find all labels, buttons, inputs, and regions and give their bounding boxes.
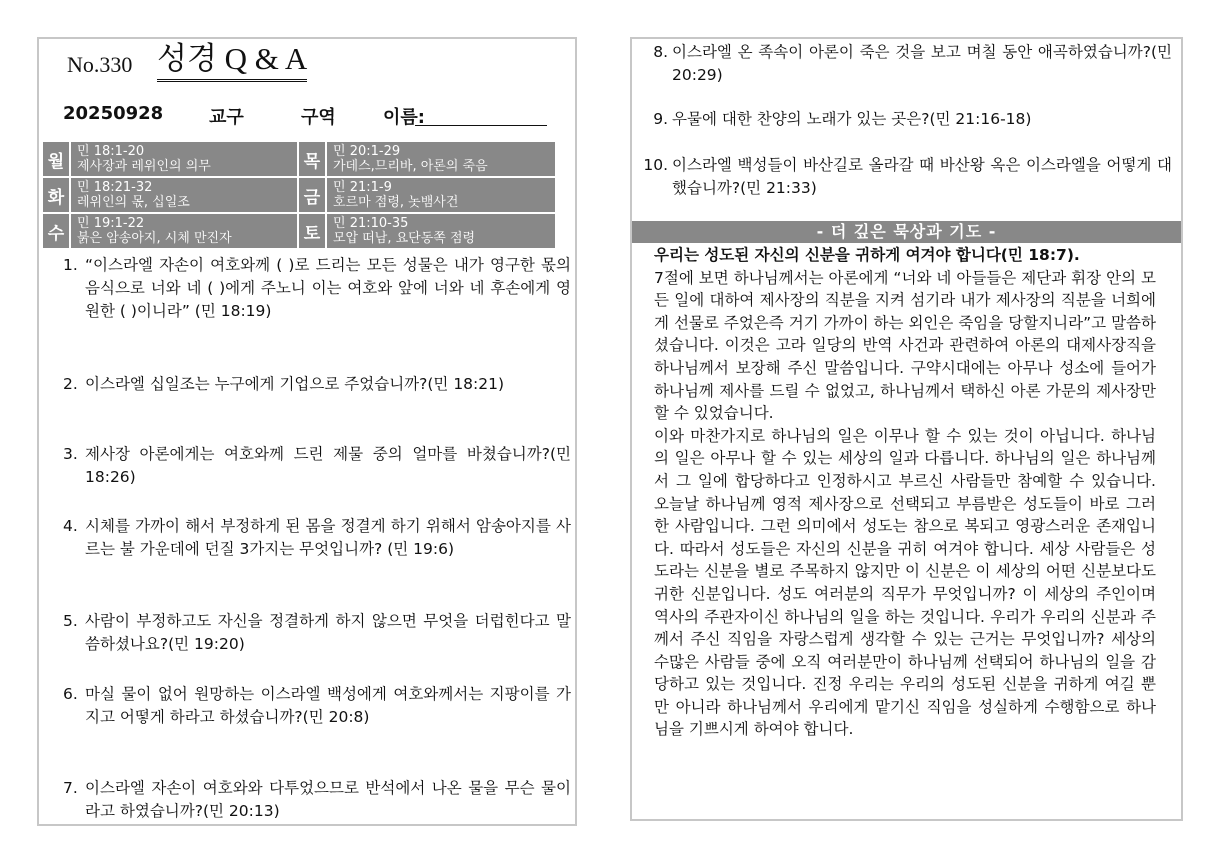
question-text: 이스라엘 십일조는 누구에게 기업으로 주었습니까?(민 18:21) <box>85 375 505 393</box>
schedule-day: 토 <box>299 214 325 248</box>
question-number: 4. <box>63 517 78 535</box>
schedule-subject: 레위인의 몫, 십일조 <box>77 195 190 210</box>
schedule-reading <box>71 214 297 248</box>
question-text: 사람이 부정하고도 자신을 정결하게 하지 않으면 무엇을 더럽힌다고 말씀하셨나요?(민 19:20) <box>85 612 571 653</box>
schedule-subject: 호르마 점령, 놋뱀사건 <box>333 195 459 210</box>
question-item <box>638 41 1172 87</box>
schedule-reading <box>327 214 555 248</box>
question-number: 10. <box>643 156 668 174</box>
schedule-ref: 민 18:1-20 <box>77 144 145 159</box>
meditation-paragraph: 이와 마찬가지로 하나님의 일은 이무나 할 수 있는 것이 아닙니다. 하나님의 일은 아무나 할 수 있는 세상의 일과 다릅니다. 하나님의 일은 하나님께서 그 일에 합당하다고 인정하시고 부르신 사람들만 참예할 수 있습니다. 오늘날 하나님께 영적 제사장으로 선택되고 부름받은 성도들이 바로 그러한 사람입니다. 그런 의미에서 성도는 참으로 복되고 영광스러운 존재입니다. 따라서 성도들은 자신의 신분을 귀히 여겨야 합니다. 세상 사람들은 성도라는 신분을 별로 주목하지 않지만 이 신분은 이 세상의 어떤 신분보다도 귀한 신분입니다. 성도 여러분의 직무가 무엇입니까? 이 세상의 주인이며 역사의 주관자이신 하나님의 일을 하는 것입니다. 우리가 우리의 신분과 주께서 주신 직임을 자랑스럽게 생각할 수 있는 근거는 무엇입니까? 세상의 수많은 사람들 중에 오직 여러분만이 하나님께 선택되어 하나님의 일을 감당하고 있는 것입니다. 진정 우리는 우리의 성도된 신분을 귀하게 여길 뿐만 아니라 하나님께서 우리에게 맡기신 직임을 성실하게 수행함으로 하나님을 기쁘시게 하여야 합니다. <box>654 426 1156 739</box>
name-label: 이름: <box>383 107 425 128</box>
schedule-row <box>43 178 555 212</box>
issue-number: No.330 <box>67 52 133 77</box>
meditation-text <box>654 244 1156 741</box>
reading-schedule <box>41 140 557 250</box>
question-item <box>638 154 1172 200</box>
schedule-ref: 민 18:21-32 <box>77 180 153 195</box>
schedule-ref: 민 21:1-9 <box>333 180 392 195</box>
question-text: 이스라엘 온 족속이 아론이 죽은 것을 보고 며칠 동안 애곡하였습니까?(민 20:29) <box>672 43 1172 84</box>
schedule-day: 금 <box>299 178 325 212</box>
page-title: 성경 Q & A <box>157 41 307 82</box>
schedule-ref: 민 20:1-29 <box>333 144 401 159</box>
schedule-reading <box>71 178 297 212</box>
schedule-subject: 모압 떠남, 요단동쪽 점령 <box>333 231 476 246</box>
schedule-subject: 가데스,므리바, 아론의 죽음 <box>333 159 488 174</box>
question-text: 이스라엘 백성들이 바산길로 올라갈 때 바산왕 옥은 이스라엘을 어떻게 대했습니까?(민 21:33) <box>672 156 1172 197</box>
question-item <box>61 610 571 656</box>
question-item <box>61 443 571 489</box>
schedule-ref: 민 19:1-22 <box>77 216 145 231</box>
question-number: 9. <box>653 110 668 128</box>
question-item <box>61 683 571 729</box>
schedule-row <box>43 214 555 248</box>
question-text: “이스라엘 자손이 여호와께 ( )로 드리는 모든 성물은 내가 영구한 몫의 음식으로 너와 네 ( )에게 주노니 이는 여호와 앞에 너와 네 후손에게 영원한 ( )이니라” (민 18:19) <box>85 256 571 320</box>
question-number: 5. <box>63 612 78 630</box>
question-number: 6. <box>63 685 78 703</box>
schedule-day: 수 <box>43 214 69 248</box>
schedule-subject: 제사장과 레위인의 의무 <box>77 159 211 174</box>
question-number: 7. <box>63 779 78 797</box>
schedule-subject: 붉은 암송아지, 시체 만진자 <box>77 231 232 246</box>
meditation-heading: - 더 깊은 묵상과 기도 - <box>632 221 1181 243</box>
question-number: 8. <box>653 43 668 61</box>
schedule-day: 화 <box>43 178 69 212</box>
schedule-day: 월 <box>43 142 69 176</box>
question-item <box>61 515 571 561</box>
meditation-lead: 우리는 성도된 자신의 신분을 귀하게 여겨야 합니다(민 18:7). <box>654 246 1080 264</box>
name-underline <box>415 125 547 126</box>
right-page <box>630 37 1183 821</box>
schedule-reading <box>327 142 555 176</box>
schedule-reading <box>71 142 297 176</box>
question-number: 2. <box>63 375 78 393</box>
question-number: 1. <box>63 256 78 274</box>
schedule-row <box>43 142 555 176</box>
question-item <box>61 777 571 823</box>
left-page <box>37 37 577 826</box>
question-text: 시체를 가까이 해서 부정하게 된 몸을 정결게 하기 위해서 암송아지를 사르는 불 가운데에 던질 3가지는 무엇입니까? (민 19:6) <box>85 517 571 558</box>
district-label: 교구 <box>209 107 244 128</box>
question-text: 이스라엘 자손이 여호와와 다투었으므로 반석에서 나온 물을 무슨 물이라고 하였습니까?(민 20:13) <box>85 779 571 820</box>
zone-label: 구역 <box>301 107 336 128</box>
question-number: 3. <box>63 445 78 463</box>
schedule-reading <box>327 178 555 212</box>
schedule-ref: 민 21:10-35 <box>333 216 409 231</box>
question-item <box>61 373 571 396</box>
question-text: 우물에 대한 찬양의 노래가 있는 곳은?(민 21:16-18) <box>672 110 1032 128</box>
question-text: 마실 물이 없어 원망하는 이스라엘 백성에게 여호와께서는 지팡이를 가지고 어떻게 하라고 하셨습니까?(민 20:8) <box>85 685 571 726</box>
question-text: 제사장 아론에게는 여호와께 드린 제물 중의 얼마를 바쳤습니까?(민 18:26) <box>85 445 571 486</box>
schedule-day: 목 <box>299 142 325 176</box>
date-text: 20250928 <box>63 103 164 124</box>
meditation-paragraph: 7절에 보면 하나님께서는 아론에게 “너와 네 아들들은 제단과 휘장 안의 모든 일에 대하여 제사장의 직분을 지켜 섬기라 내가 제사장의 직분을 너희에게 선물로 주었은즉 거기 가까이 하는 외인은 죽임을 당할지니라”고 말씀하셨습니다. 이것은 고라 일당의 반역 사건과 관련하여 아론의 대제사장직을 하나님께서 보장해 주신 말씀입니다. 구약시대에는 아무나 성소에 들어가 하나님께 제사를 드릴 수 없었고, 하나님께서 택하신 아론 가문의 제사장만 할 수 있었습니다. <box>654 268 1156 423</box>
question-item <box>61 254 571 323</box>
question-item <box>638 108 1172 131</box>
